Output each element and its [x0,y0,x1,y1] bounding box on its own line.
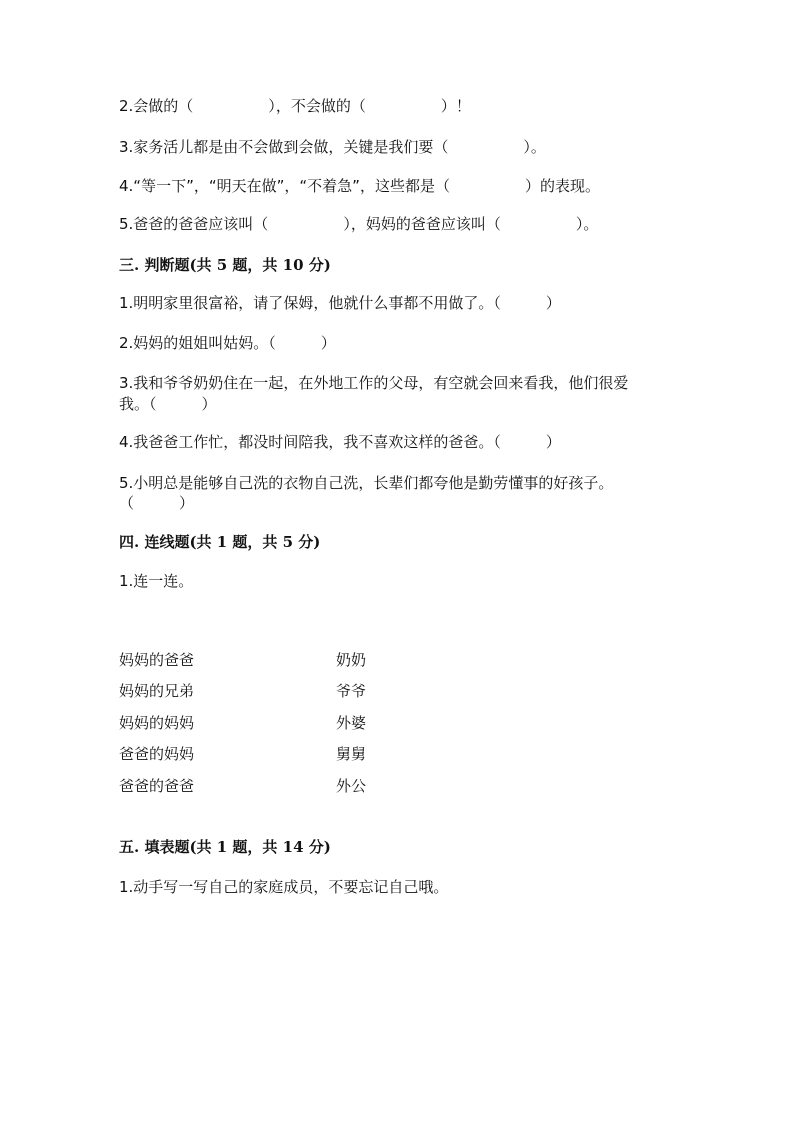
matching-question: 1.连一连。 [119,572,194,590]
fill-item-3: 3.家务活儿都是由不会做到会做，关键是我们要（ ）。 [119,138,546,156]
judge-item-5-line1: 5.小明总是能够自己洗的衣物自己洗，长辈们都夸他是勤劳懂事的好孩子。 [119,474,614,492]
match-left-5: 爸爸的爸爸 [119,777,195,795]
fill-item-4: 4.“等一下”，“明天在做”，“不着急”，这些都是（ ）的表现。 [119,177,600,195]
judge-item-5-line2: （ ） [119,494,195,512]
match-right-3: 外婆 [336,714,367,732]
judge-item-3-line1: 3.我和爷爷奶奶住在一起，在外地工作的父母，有空就会回来看我，他们很爱 [119,374,629,392]
match-right-4: 舅舅 [336,745,367,763]
judge-item-1: 1.明明家里很富裕，请了保姆，他就什么事都不用做了。（ ） [119,294,561,312]
match-right-2: 爷爷 [336,682,367,700]
match-left-4: 爸爸的妈妈 [119,745,195,763]
match-left-1: 妈妈的爸爸 [119,651,195,669]
match-right-1: 奶奶 [336,651,367,669]
match-left-2: 妈妈的兄弟 [119,682,195,700]
table-question: 1.动手写一写自己的家庭成员，不要忘记自己哦。 [119,878,449,896]
judge-item-4: 4.我爸爸工作忙，都没时间陪我，我不喜欢这样的爸爸。（ ） [119,433,561,451]
section-3-heading: 三. 判断题(共 5 题，共 10 分) [119,256,331,274]
fill-item-2: 2.会做的（ ），不会做的（ ）！ [119,97,471,115]
match-left-3: 妈妈的妈妈 [119,714,195,732]
section-4-heading: 四. 连线题(共 1 题，共 5 分) [119,533,321,551]
match-right-5: 外公 [336,777,367,795]
judge-item-2: 2.妈妈的姐姐叫姑妈。（ ） [119,334,336,352]
section-5-heading: 五. 填表题(共 1 题，共 14 分) [119,838,331,856]
judge-item-3-line2: 我。（ ） [119,395,217,413]
fill-item-5: 5.爸爸的爸爸应该叫（ ），妈妈的爸爸应该叫（ ）。 [119,215,599,233]
